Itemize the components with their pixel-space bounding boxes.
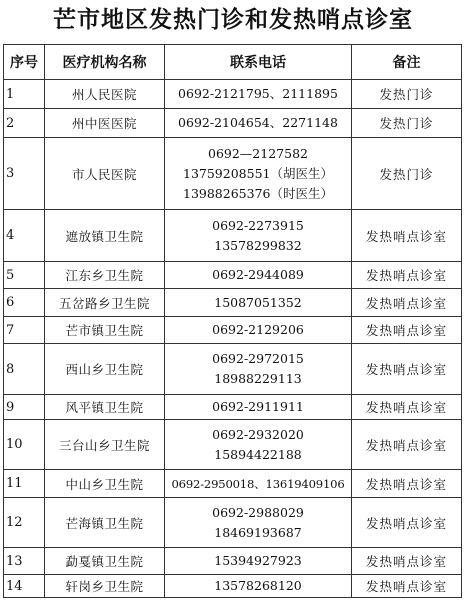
institution-name: 勐戛镇卫生院 <box>45 548 165 575</box>
row-number: 8 <box>4 344 45 395</box>
phone-cell <box>165 395 352 420</box>
header-note: 备注 <box>352 45 462 80</box>
phone-number: 15894422188 <box>214 446 302 462</box>
institution-name: 三台山乡卫生院 <box>45 420 165 470</box>
row-number: 10 <box>4 420 45 470</box>
table-row <box>4 80 462 109</box>
institution-name: 风平镇卫生院 <box>45 395 165 420</box>
row-number: 12 <box>4 498 45 548</box>
table-row <box>4 317 462 344</box>
institution-name: 江东乡卫生院 <box>45 262 165 289</box>
phone-number: 0692-2273915 <box>212 217 304 233</box>
clinic-type-note: 发热哨点诊室 <box>352 420 462 470</box>
phone-number: 0692—2127582 <box>208 145 308 161</box>
clinic-type-note: 发热哨点诊室 <box>352 575 462 598</box>
institution-name: 州中医医院 <box>45 109 165 138</box>
table-row <box>4 210 462 262</box>
phone-number: 13578268120 <box>214 578 302 593</box>
clinic-type-note: 发热门诊 <box>352 80 462 109</box>
institution-name: 芒市镇卫生院 <box>45 317 165 344</box>
header-institution: 医疗机构名称 <box>45 45 165 80</box>
fever-clinic-table <box>3 44 462 598</box>
phone-number: 0692-2911911 <box>212 399 304 414</box>
phone-cell <box>165 575 352 598</box>
table-row <box>4 109 462 138</box>
phone-cell <box>165 80 352 109</box>
table-row <box>4 548 462 575</box>
clinic-type-note: 发热哨点诊室 <box>352 548 462 575</box>
phone-number: 13759208551（胡医生） <box>183 165 333 181</box>
table-row <box>4 575 462 598</box>
institution-name: 中山乡卫生院 <box>45 470 165 498</box>
institution-name: 西山乡卫生院 <box>45 344 165 395</box>
table-row <box>4 470 462 498</box>
phone-number: 0692-2950018、13619409106 <box>171 476 345 491</box>
phone-cell <box>165 317 352 344</box>
phone-number: 13988265376（时医生） <box>183 185 333 201</box>
phone-cell <box>165 548 352 575</box>
phone-number: 18988229113 <box>214 371 302 386</box>
institution-name: 市人民医院 <box>45 138 165 210</box>
phone-cell <box>165 262 352 289</box>
clinic-type-note: 发热哨点诊室 <box>352 470 462 498</box>
phone-number: 15394927923 <box>214 553 302 568</box>
phone-cell <box>165 210 352 262</box>
phone-number: 0692-2932020 <box>212 426 304 442</box>
clinic-type-note: 发热哨点诊室 <box>352 262 462 289</box>
institution-name: 轩岗乡卫生院 <box>45 575 165 598</box>
clinic-type-note: 发热门诊 <box>352 138 462 210</box>
header-phone: 联系电话 <box>165 45 352 80</box>
phone-number: 13578299832 <box>214 237 302 253</box>
clinic-type-note: 发热哨点诊室 <box>352 498 462 548</box>
row-number: 13 <box>4 548 45 575</box>
phone-number: 0692-2129206 <box>212 322 304 337</box>
institution-name: 遮放镇卫生院 <box>45 210 165 262</box>
row-number: 3 <box>4 138 45 210</box>
clinic-type-note: 发热哨点诊室 <box>352 289 462 317</box>
phone-cell <box>165 470 352 498</box>
phone-cell <box>165 109 352 138</box>
table-header-row <box>4 45 462 80</box>
page-title: 芒市地区发热门诊和发热哨点诊室 <box>53 7 413 33</box>
phone-cell <box>165 344 352 395</box>
phone-number: 0692-2944089 <box>212 267 304 282</box>
clinic-type-note: 发热哨点诊室 <box>352 395 462 420</box>
phone-number: 0692-2121795、2111895 <box>178 86 338 101</box>
phone-cell <box>165 138 352 210</box>
table-row <box>4 289 462 317</box>
phone-number: 15087051352 <box>214 294 302 310</box>
row-number: 6 <box>4 289 45 317</box>
phone-number: 18469193687 <box>214 524 302 540</box>
phone-cell <box>165 289 352 317</box>
table-row <box>4 344 462 395</box>
row-number: 4 <box>4 210 45 262</box>
table-row <box>4 138 462 210</box>
row-number: 5 <box>4 262 45 289</box>
clinic-type-note: 发热哨点诊室 <box>352 210 462 262</box>
header-no: 序号 <box>4 45 45 80</box>
row-number: 14 <box>4 575 45 598</box>
institution-name: 芒海镇卫生院 <box>45 498 165 548</box>
clinic-type-note: 发热哨点诊室 <box>352 344 462 395</box>
institution-name: 五岔路乡卫生院 <box>45 289 165 317</box>
table-row <box>4 262 462 289</box>
phone-number: 0692-2104654、2271148 <box>178 115 338 130</box>
table-row <box>4 420 462 470</box>
phone-number: 0692-2972015 <box>212 351 304 366</box>
row-number: 2 <box>4 109 45 138</box>
phone-cell <box>165 420 352 470</box>
row-number: 7 <box>4 317 45 344</box>
clinic-type-note: 发热哨点诊室 <box>352 317 462 344</box>
phone-number: 0692-2988029 <box>212 504 304 520</box>
phone-cell <box>165 498 352 548</box>
row-number: 1 <box>4 80 45 109</box>
row-number: 11 <box>4 470 45 498</box>
clinic-type-note: 发热门诊 <box>352 109 462 138</box>
institution-name: 州人民医院 <box>45 80 165 109</box>
row-number: 9 <box>4 395 45 420</box>
table-row <box>4 498 462 548</box>
table-body <box>4 80 462 598</box>
table-row <box>4 395 462 420</box>
